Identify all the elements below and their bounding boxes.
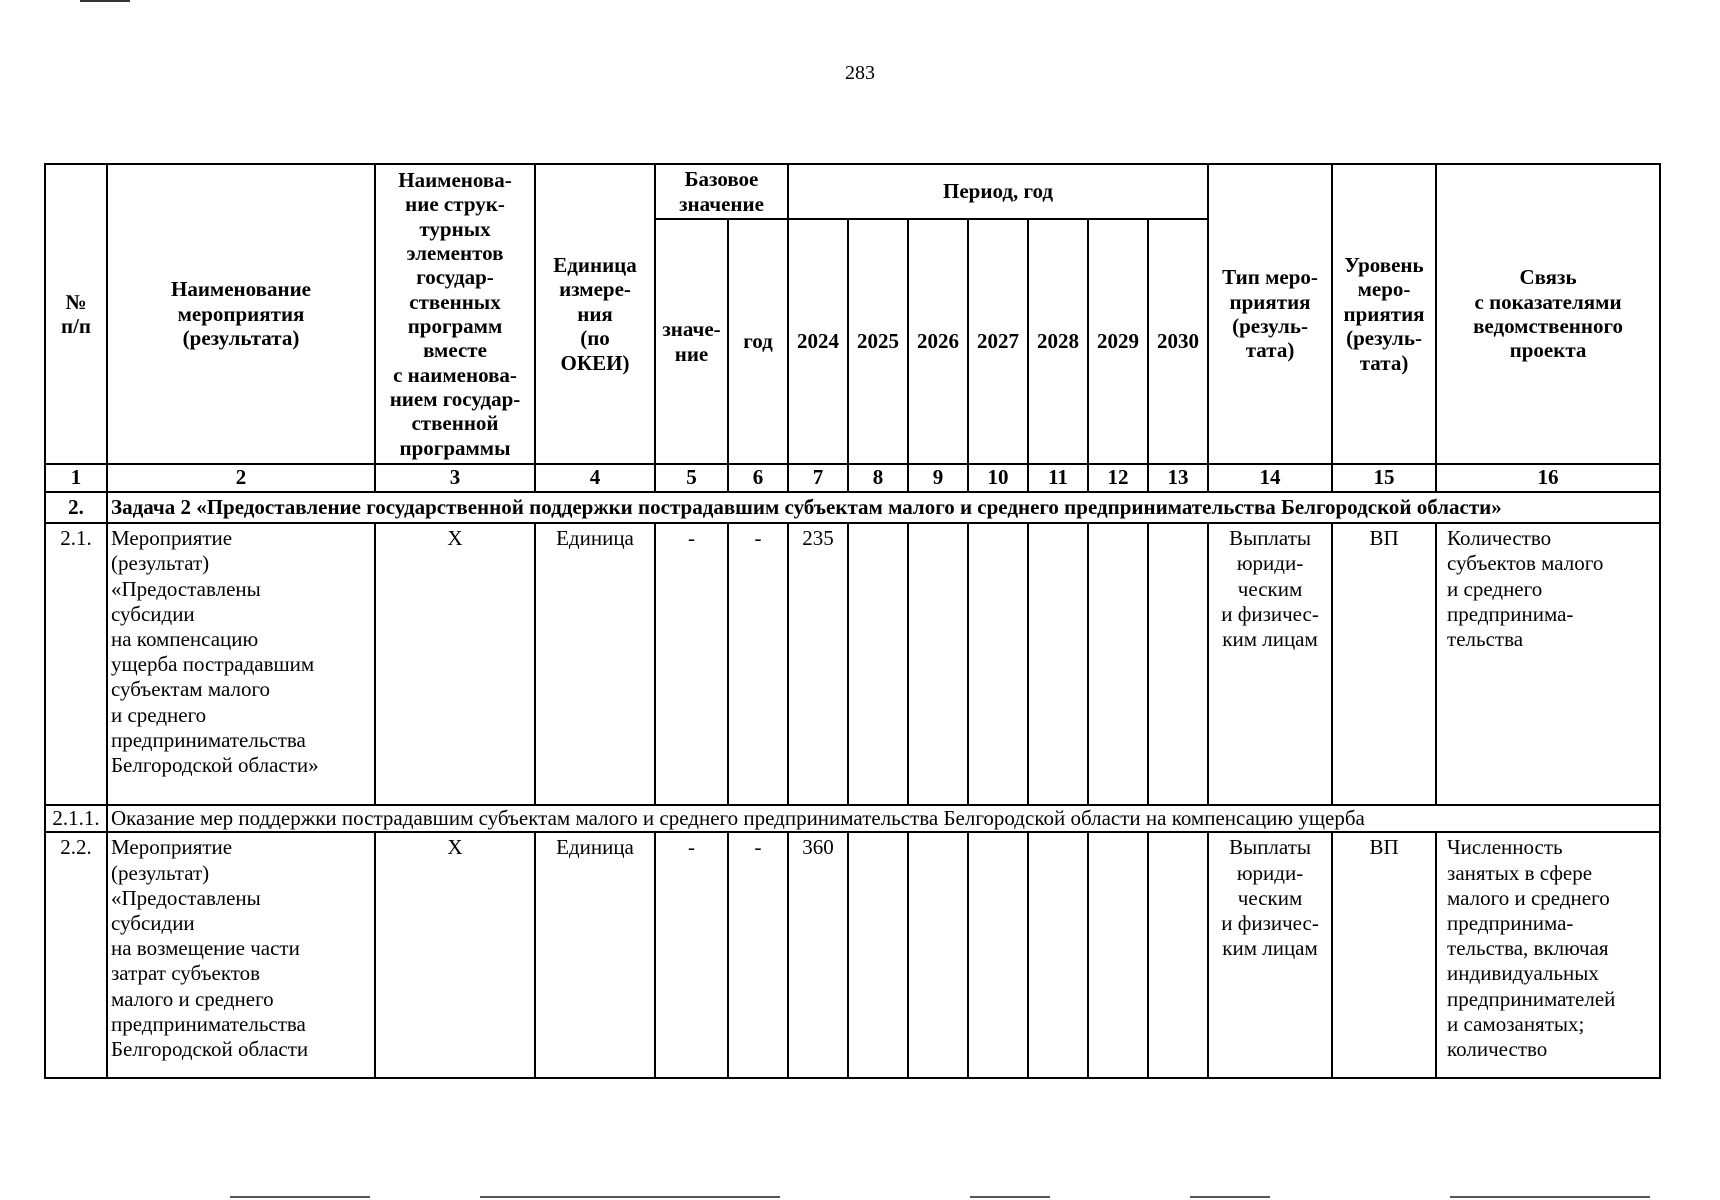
column-number: 6	[728, 464, 788, 492]
value-2027	[968, 832, 1028, 1078]
base-value: -	[655, 832, 728, 1078]
value-2026	[908, 832, 968, 1078]
base-value: -	[655, 523, 728, 805]
column-number: 5	[655, 464, 728, 492]
header-year-2029: 2029	[1088, 219, 1148, 464]
header-unit: Единица измере- ния (по ОКЕИ)	[535, 164, 655, 464]
column-number: 10	[968, 464, 1028, 492]
scan-mark	[1190, 1196, 1270, 1198]
header-year-2030: 2030	[1148, 219, 1208, 464]
column-number: 8	[848, 464, 908, 492]
value-2030	[1148, 832, 1208, 1078]
indicator-link: Количество субъектов малого и среднего предпринима- тельства	[1436, 523, 1660, 805]
page-number: 283	[845, 62, 875, 84]
structural-element: Х	[375, 832, 535, 1078]
task-row	[45, 492, 1660, 523]
header-number: № п/п	[45, 164, 107, 464]
value-2025	[848, 523, 908, 805]
header-base-year: год	[728, 219, 788, 464]
sub-event-text: Оказание мер поддержки пострадавшим субъектам малого и среднего предпринимательства Белгородской области на компенсацию ущерба	[107, 805, 1660, 832]
value-2029	[1088, 523, 1148, 805]
header-year-2024: 2024	[788, 219, 848, 464]
column-number: 2	[107, 464, 375, 492]
value-2027	[968, 523, 1028, 805]
column-number: 3	[375, 464, 535, 492]
value-2028	[1028, 523, 1088, 805]
table-row	[45, 523, 1660, 805]
scan-mark	[1450, 1196, 1650, 1198]
header-base-value: значе- ние	[655, 219, 728, 464]
indicator-link: Численность занятых в сфере малого и среднего предпринима- тельства, включая индивидуальных предпринимателей и самозанятых; количество	[1436, 832, 1660, 1078]
event-type: Выплаты юриди- ческим и физичес- ким лицам	[1208, 832, 1332, 1078]
header-event-type: Тип меро- приятия (резуль- тата)	[1208, 164, 1332, 464]
value-2025	[848, 832, 908, 1078]
column-numbers-row	[45, 464, 1660, 492]
header-structural-elements: Наименова- ние струк- турных элементов государ- ственных программ вместе с наименова- нием государ- ственной программы	[375, 164, 535, 464]
value-2024: 235	[788, 523, 848, 805]
header-period-group: Период, год	[788, 164, 1208, 219]
column-number: 14	[1208, 464, 1332, 492]
scan-mark	[230, 1196, 370, 1198]
scan-mark	[80, 0, 130, 2]
header-indicator-link: Связь с показателями ведомственного проекта	[1436, 164, 1660, 464]
scan-mark	[970, 1196, 1050, 1198]
unit: Единица	[535, 523, 655, 805]
structural-element: Х	[375, 523, 535, 805]
event-type: Выплаты юриди- ческим и физичес- ким лицам	[1208, 523, 1332, 805]
events-table	[44, 163, 1661, 1079]
column-number: 7	[788, 464, 848, 492]
column-number: 16	[1436, 464, 1660, 492]
column-number: 4	[535, 464, 655, 492]
header-year-2025: 2025	[848, 219, 908, 464]
value-2028	[1028, 832, 1088, 1078]
column-number: 1	[45, 464, 107, 492]
table-row	[45, 832, 1660, 1078]
task-title: Задача 2 «Предоставление государственной поддержки пострадавшим субъектам малого и среднего предпринимательства Белгородской области»	[107, 492, 1660, 523]
row-number: 2.1.	[45, 523, 107, 805]
value-2024: 360	[788, 832, 848, 1078]
value-2029	[1088, 832, 1148, 1078]
event-level: ВП	[1332, 832, 1436, 1078]
scan-mark	[480, 1196, 780, 1198]
event-level: ВП	[1332, 523, 1436, 805]
value-2026	[908, 523, 968, 805]
column-number: 15	[1332, 464, 1436, 492]
header-year-2028: 2028	[1028, 219, 1088, 464]
column-number: 11	[1028, 464, 1088, 492]
column-number: 12	[1088, 464, 1148, 492]
event-name: Мероприятие (результат) «Предоставлены субсидии на компенсацию ущерба пострадавшим субъектам малого и среднего предпринимательства Белгородской области»	[107, 523, 375, 805]
header-base-value-group: Базовое значение	[655, 164, 788, 219]
header-year-2027: 2027	[968, 219, 1028, 464]
base-year: -	[728, 832, 788, 1078]
base-year: -	[728, 523, 788, 805]
header-year-2026: 2026	[908, 219, 968, 464]
event-name: Мероприятие (результат) «Предоставлены субсидии на возмещение части затрат субъектов малого и среднего предпринимательства Белгородской области	[107, 832, 375, 1078]
header-event-level: Уровень меро- приятия (резуль- тата)	[1332, 164, 1436, 464]
column-number: 9	[908, 464, 968, 492]
row-number: 2.1.1.	[45, 805, 107, 832]
unit: Единица	[535, 832, 655, 1078]
header-event-name: Наименование мероприятия (результата)	[107, 164, 375, 464]
value-2030	[1148, 523, 1208, 805]
task-number: 2.	[45, 492, 107, 523]
column-number: 13	[1148, 464, 1208, 492]
table-row	[45, 805, 1660, 832]
row-number: 2.2.	[45, 832, 107, 1078]
